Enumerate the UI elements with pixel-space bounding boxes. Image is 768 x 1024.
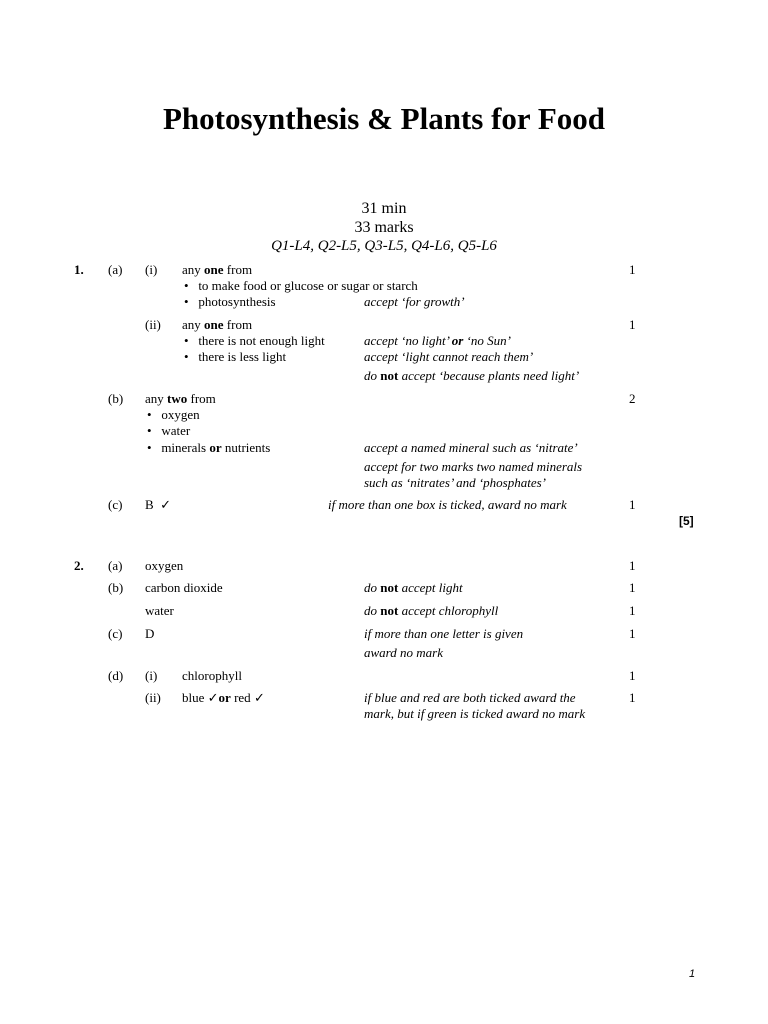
- mark-value: 1: [629, 262, 636, 277]
- bullet-item: • oxygen: [147, 407, 200, 422]
- answer-text: oxygen: [145, 558, 184, 573]
- subpart-label: (ii): [145, 690, 161, 705]
- mark-value: 1: [629, 558, 636, 573]
- part-label: (c): [108, 626, 123, 641]
- marking-note: if more than one box is ticked, award no mark: [328, 497, 567, 512]
- bullet-item: • to make food or glucose or sugar or starch: [184, 278, 418, 293]
- marking-note: accept ‘for growth’: [364, 294, 465, 309]
- marking-note: do not accept chlorophyll: [364, 603, 499, 618]
- question-number: 1.: [74, 262, 84, 277]
- part-label: (b): [108, 580, 124, 595]
- exam-time: 31 min: [361, 200, 407, 217]
- bullet-item: • water: [147, 423, 191, 438]
- answer-text: B ✓: [145, 497, 172, 512]
- tick-icon: ✓: [207, 690, 219, 705]
- answer-intro: any one from: [182, 317, 253, 332]
- answer-intro: any two from: [145, 391, 216, 406]
- question-number: 2.: [74, 558, 84, 573]
- bullet-item: • photosynthesis: [184, 294, 276, 309]
- part-label: (b): [108, 391, 124, 406]
- marking-note: accept ‘no light’ or ‘no Sun’: [364, 333, 511, 348]
- marking-note: accept ‘light cannot reach them’: [364, 349, 534, 364]
- part-label: (c): [108, 497, 123, 512]
- part-label: (a): [108, 262, 123, 277]
- mark-value: 1: [629, 580, 636, 595]
- part-label: (a): [108, 558, 123, 573]
- tick-icon: ✓: [253, 690, 265, 705]
- bullet-item: • there is less light: [184, 349, 287, 364]
- answer-text: water: [145, 603, 174, 618]
- bullet-item: • there is not enough light: [184, 333, 325, 348]
- question-total: [5]: [679, 514, 694, 528]
- answer-intro: any one from: [182, 262, 253, 277]
- subpart-label: (i): [145, 262, 158, 277]
- mark-value: 1: [629, 497, 636, 512]
- marking-note: do not accept light: [364, 580, 463, 595]
- page-title: Photosynthesis & Plants for Food: [162, 101, 606, 136]
- marking-note: do not accept ‘because plants need light’: [364, 368, 580, 383]
- mark-value: 1: [629, 603, 636, 618]
- part-label: (d): [108, 668, 124, 683]
- tick-icon: ✓: [160, 497, 172, 512]
- answer-text: chlorophyll: [182, 668, 242, 683]
- mark-value: 1: [629, 626, 636, 641]
- answer-text: carbon dioxide: [145, 580, 223, 595]
- marking-note: such as ‘nitrates’ and ‘phosphates’: [364, 475, 546, 490]
- marking-note: accept for two marks two named minerals: [364, 459, 583, 474]
- marking-note: if more than one letter is given: [364, 626, 524, 641]
- marking-note: mark, but if green is ticked award no mark: [364, 706, 586, 721]
- subpart-label: (ii): [145, 317, 161, 332]
- subpart-label: (i): [145, 668, 158, 683]
- marking-note: accept a named mineral such as ‘nitrate’: [364, 440, 578, 455]
- question-levels: Q1-L4, Q2-L5, Q3-L5, Q4-L6, Q5-L6: [271, 238, 497, 254]
- page-number: 1: [689, 968, 696, 980]
- answer-text: blue ✓or red ✓: [182, 690, 265, 705]
- bullet-item: • minerals or nutrients: [147, 440, 271, 455]
- exam-total-marks: 33 marks: [354, 219, 414, 236]
- mark-value: 1: [629, 690, 636, 705]
- mark-value: 1: [629, 668, 636, 683]
- mark-value: 2: [629, 391, 636, 406]
- answer-text: D: [145, 626, 155, 641]
- mark-value: 1: [629, 317, 636, 332]
- marking-note: if blue and red are both ticked award the: [364, 690, 576, 705]
- marking-note: award no mark: [364, 645, 443, 660]
